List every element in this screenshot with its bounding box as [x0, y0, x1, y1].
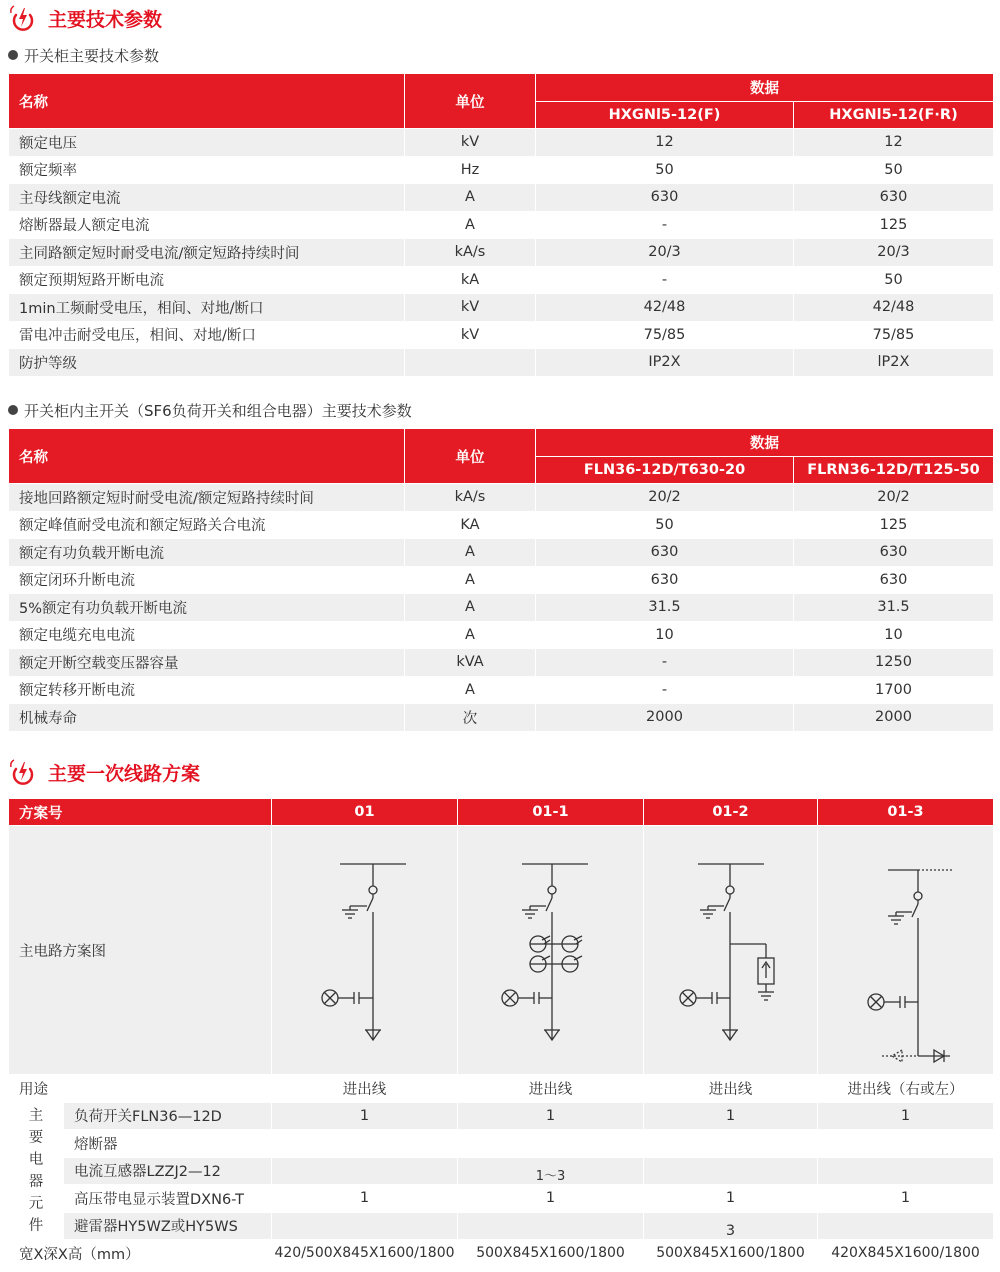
group-char: 器 — [28, 1173, 44, 1190]
param-unit: kVA — [405, 649, 536, 677]
table1-body — [9, 129, 994, 377]
param-value-2: 630 — [794, 539, 994, 567]
param-name: 额定预期短路开断电流 — [9, 266, 405, 294]
circuit-diagram-01-3-graphic — [818, 826, 994, 1070]
param-value-1: 10 — [536, 621, 794, 649]
param-value-1: 630 — [536, 566, 794, 594]
table-row — [9, 511, 994, 539]
bullet-icon — [8, 50, 18, 60]
component-name: 电流互感器LZZJ2—12 — [64, 1157, 272, 1185]
group-char: 要 — [28, 1129, 44, 1146]
component-qty — [272, 1130, 458, 1158]
header-model-2: HXGNl5-12(F·R) — [794, 101, 994, 129]
size-01-3: 420X845X1600/1800 — [818, 1240, 994, 1268]
group-char: 主 — [28, 1107, 44, 1124]
table-row — [9, 704, 994, 732]
size-label: 宽X深X高（mm） — [9, 1240, 272, 1268]
table-row — [9, 676, 994, 704]
circuit-diagram-01-1-graphic — [458, 826, 644, 1070]
param-value-1: 12 — [536, 129, 794, 157]
component-qty: 1 — [272, 1102, 458, 1130]
table-row — [9, 294, 994, 322]
circuit-diagram-01-3 — [818, 826, 994, 1075]
param-name: 额定开断空载变压器容量 — [9, 649, 405, 677]
param-name: 额定峰值耐受电流和额定短路关合电流 — [9, 511, 405, 539]
table-row — [9, 321, 994, 349]
table-row — [9, 266, 994, 294]
section-title-text: 主要技术参数 — [48, 8, 163, 31]
subtitle-text: 开关柜内主开关（SF6负荷开关和组合电器）主要技术参数 — [24, 401, 412, 420]
param-value-2: 42/48 — [794, 294, 994, 322]
param-name: 额定频率 — [9, 156, 405, 184]
param-value-1: - — [536, 211, 794, 239]
param-unit: A — [405, 566, 536, 594]
param-unit: A — [405, 211, 536, 239]
table-row — [9, 484, 994, 512]
param-unit: kV — [405, 321, 536, 349]
component-qty: 1～3 — [458, 1157, 644, 1185]
section-title-tech-params — [8, 2, 162, 34]
component-qty: 1 — [458, 1185, 644, 1213]
component-qty: 1 — [644, 1102, 818, 1130]
param-name: 接地回路额定短时耐受电流/额定短路持续时间 — [9, 484, 405, 512]
param-value-1: IP2X — [536, 349, 794, 377]
param-name: 额定电压 — [9, 129, 405, 157]
param-value-1: 630 — [536, 539, 794, 567]
component-qty — [644, 1157, 818, 1185]
param-value-2: 125 — [794, 211, 994, 239]
param-value-1: 31.5 — [536, 594, 794, 622]
param-unit: Hz — [405, 156, 536, 184]
table-row — [9, 349, 994, 377]
param-value-2: 20/2 — [794, 484, 994, 512]
table2-body — [9, 484, 994, 732]
param-name: 1min工频耐受电压，相间、对地/断口 — [9, 294, 405, 322]
circuit-diagram-01-graphic — [272, 826, 458, 1070]
component-qty — [458, 1130, 644, 1158]
param-value-1: 20/2 — [536, 484, 794, 512]
param-name: 额定电缆充电电流 — [9, 621, 405, 649]
usage-01: 进出线 — [272, 1075, 458, 1103]
subtitle-switch-params — [8, 398, 412, 422]
header-name: 名称 — [9, 429, 405, 484]
usage-01-2: 进出线 — [644, 1075, 818, 1103]
header-model-1: FLN36-12D/T630-20 — [536, 456, 794, 484]
param-unit: A — [405, 184, 536, 212]
component-name: 负荷开关FLN36—12D — [64, 1102, 272, 1130]
param-unit: kA/s — [405, 484, 536, 512]
param-unit: 次 — [405, 704, 536, 732]
param-value-2: 1250 — [794, 649, 994, 677]
param-name: 熔断器最人额定电流 — [9, 211, 405, 239]
param-value-2: 50 — [794, 266, 994, 294]
header-col-01: 01 — [272, 799, 458, 826]
param-value-1: 2000 — [536, 704, 794, 732]
param-value-2: 31.5 — [794, 594, 994, 622]
cabinet-params-table — [8, 73, 994, 377]
param-value-1: - — [536, 649, 794, 677]
component-qty: 1 — [818, 1102, 994, 1130]
group-char: 电 — [28, 1151, 44, 1168]
component-qty — [272, 1212, 458, 1240]
group-char: 元 — [28, 1195, 44, 1212]
param-value-2: 630 — [794, 184, 994, 212]
header-col-01-2: 01-2 — [644, 799, 818, 826]
param-name: 额定有功负载开断电流 — [9, 539, 405, 567]
component-qty — [272, 1157, 458, 1185]
component-name: 熔断器 — [64, 1130, 272, 1158]
header-scheme: 方案号 — [9, 799, 272, 826]
param-value-2: 1700 — [794, 676, 994, 704]
size-01-1: 500X845X1600/1800 — [458, 1240, 644, 1268]
component-qty — [818, 1157, 994, 1185]
param-unit — [405, 349, 536, 377]
param-value-1: 20/3 — [536, 239, 794, 267]
param-name: 额定闭环升断电流 — [9, 566, 405, 594]
component-qty — [458, 1212, 644, 1240]
param-value-2: 2000 — [794, 704, 994, 732]
section-title-circuit-schemes — [8, 756, 200, 788]
header-model-2: FLRN36-12D/T125-50 — [794, 456, 994, 484]
param-value-2: 12 — [794, 129, 994, 157]
subtitle-cabinet-params — [8, 43, 159, 67]
param-unit: A — [405, 621, 536, 649]
param-value-2: 50 — [794, 156, 994, 184]
param-value-1: 630 — [536, 184, 794, 212]
table-row — [9, 129, 994, 157]
param-name: 机械寿命 — [9, 704, 405, 732]
table-row — [9, 621, 994, 649]
param-value-1: - — [536, 676, 794, 704]
main-components-label — [9, 1102, 64, 1240]
param-unit: A — [405, 594, 536, 622]
header-data: 数据 — [536, 74, 994, 102]
param-value-2: 630 — [794, 566, 994, 594]
param-unit: kV — [405, 129, 536, 157]
param-value-1: 42/48 — [536, 294, 794, 322]
group-char: 件 — [28, 1217, 44, 1234]
component-qty — [818, 1212, 994, 1240]
param-name: 额定转移开断电流 — [9, 676, 405, 704]
diagram-label: 主电路方案图 — [9, 826, 272, 1075]
header-unit: 单位 — [405, 429, 536, 484]
param-unit: kA/s — [405, 239, 536, 267]
param-unit: A — [405, 676, 536, 704]
table-row — [9, 211, 994, 239]
component-qty — [818, 1130, 994, 1158]
table-row — [9, 566, 994, 594]
circuit-scheme-table — [8, 798, 994, 1268]
table-row — [9, 156, 994, 184]
size-01: 420/500X845X1600/1800 — [272, 1240, 458, 1268]
param-value-1: 75/85 — [536, 321, 794, 349]
header-model-1: HXGNl5-12(F) — [536, 101, 794, 129]
param-value-2: 20/3 — [794, 239, 994, 267]
usage-01-1: 进出线 — [458, 1075, 644, 1103]
bullet-icon — [8, 405, 18, 415]
circuit-diagram-01-1 — [458, 826, 644, 1075]
usage-label: 用途 — [9, 1075, 272, 1103]
table-row — [9, 539, 994, 567]
param-value-2: 125 — [794, 511, 994, 539]
component-name: 避雷器HY5WZ或HY5WS — [64, 1212, 272, 1240]
component-name: 高压带电显示装置DXN6-T — [64, 1185, 272, 1213]
component-qty: 1 — [272, 1185, 458, 1213]
circuit-diagram-01-2 — [644, 826, 818, 1075]
param-unit: KA — [405, 511, 536, 539]
size-01-2: 500X845X1600/1800 — [644, 1240, 818, 1268]
header-col-01-1: 01-1 — [458, 799, 644, 826]
param-name: 防护等级 — [9, 349, 405, 377]
table-row — [9, 239, 994, 267]
component-qty: 1 — [818, 1185, 994, 1213]
power-bolt-icon — [8, 3, 38, 33]
component-qty: 1 — [644, 1185, 818, 1213]
param-value-2: lP2X — [794, 349, 994, 377]
param-value-1: - — [536, 266, 794, 294]
circuit-diagram-01 — [272, 826, 458, 1075]
param-name: 主母线额定电流 — [9, 184, 405, 212]
power-bolt-icon — [8, 757, 38, 787]
usage-01-3: 进出线（右或左） — [818, 1075, 994, 1103]
header-unit: 单位 — [405, 74, 536, 129]
section-title-text: 主要一次线路方案 — [48, 762, 201, 785]
param-value-1: 50 — [536, 156, 794, 184]
subtitle-text: 开关柜主要技术参数 — [24, 46, 160, 65]
component-qty — [644, 1130, 818, 1158]
table-row — [9, 594, 994, 622]
component-qty: 3 — [644, 1212, 818, 1240]
table-row — [9, 649, 994, 677]
param-unit: kA — [405, 266, 536, 294]
param-name: 雷电冲击耐受电压，相间、对地/断口 — [9, 321, 405, 349]
param-value-1: 50 — [536, 511, 794, 539]
component-qty: 1 — [458, 1102, 644, 1130]
header-name: 名称 — [9, 74, 405, 129]
header-data: 数据 — [536, 429, 994, 457]
circuit-diagram-01-2-graphic — [644, 826, 818, 1070]
param-value-2: 75/85 — [794, 321, 994, 349]
table-row — [9, 184, 994, 212]
switch-params-table — [8, 428, 994, 732]
param-unit: kV — [405, 294, 536, 322]
param-value-2: 10 — [794, 621, 994, 649]
param-unit: A — [405, 539, 536, 567]
param-name: 主同路额定短时耐受电流/额定短路持续时间 — [9, 239, 405, 267]
param-name: 5%额定有功负载开断电流 — [9, 594, 405, 622]
header-col-01-3: 01-3 — [818, 799, 994, 826]
